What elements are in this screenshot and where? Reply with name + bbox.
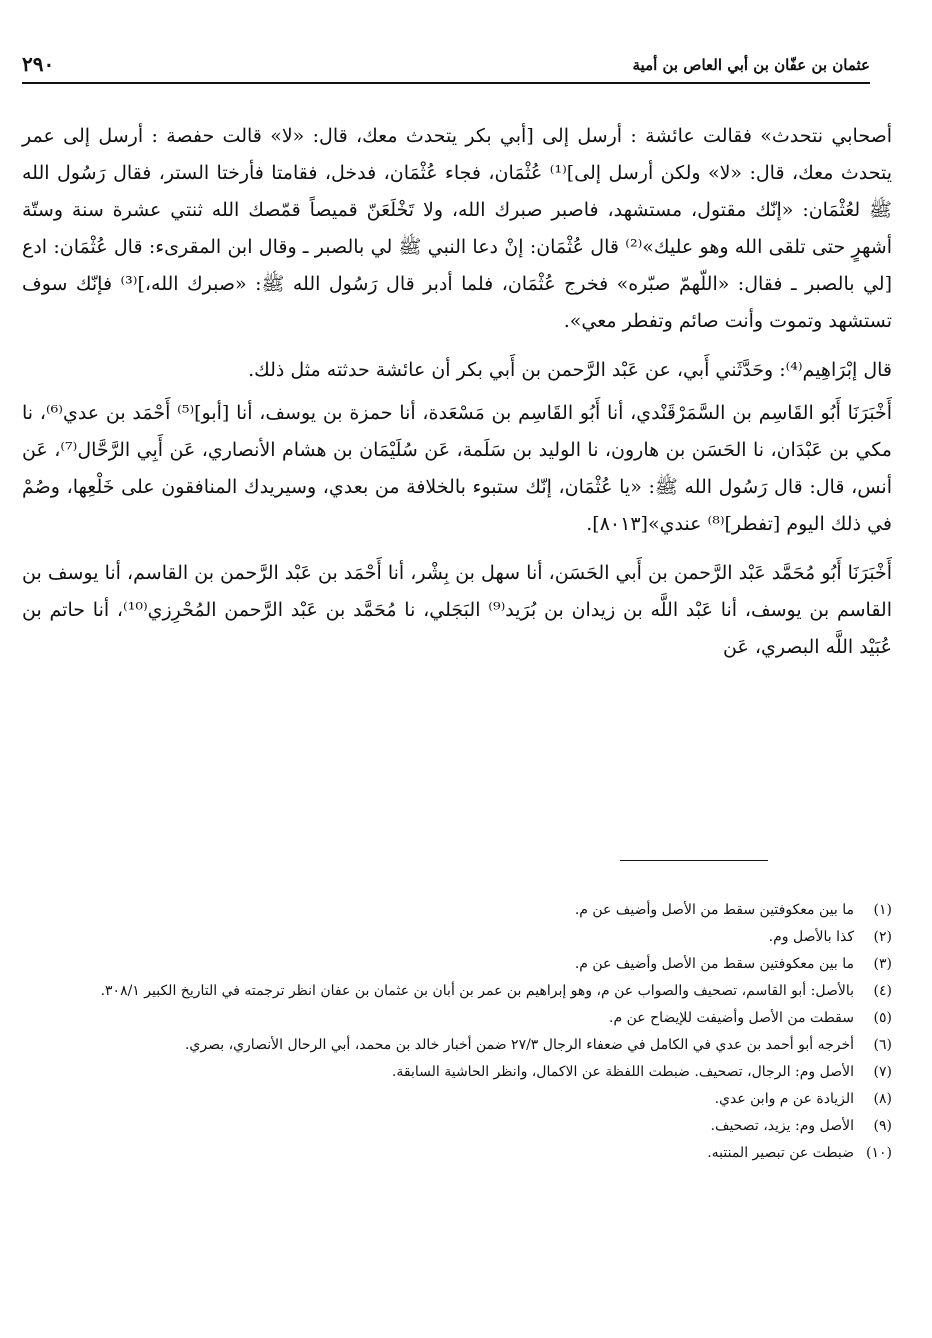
footnote-number: (٩)	[873, 1118, 892, 1134]
paragraph: قال إبْرَاهِيم⁽⁴⁾: وحَدَّثَني أَبي، عن عَبْد الرَّحمن بن أَبي بكر أن عائشة حدثته مثل ذلك.	[248, 359, 892, 381]
footnote-text: سقطت من الأصل وأضيفت للإيضاح عن م.	[609, 1010, 854, 1026]
footnote-text: كذا بالأصل وم.	[768, 929, 854, 945]
paragraph: أَخْبَرَنَا أَبُو القَاسِم بن السَّمَرْقَنْدي، أنا أَبُو القَاسِم بن مَسْعَدة، أنا حمزة بن يوسف، أنا [أبو]⁽⁵⁾ أَحْمَد بن عدي⁽⁶⁾، نا مكي بن عَبْدَان، نا الحَسَن بن هارون، نا الوليد بن سَلَمة، عَن سُلَيْمَان بن هشام الأنصاري، عَن أَبِي الرَّحَّال⁽⁷⁾، عَن أنس، قال: قال رَسُول الله ﷺ: «يا عُثْمَان، إنّك ستبوء بالخلافة من بعدي، وسيريدك المنافقون على خَلْعِها، وصُمْ في ذلك اليوم [تفطر]⁽⁸⁾ عندي»[٨٠١٣].	[22, 402, 892, 535]
footnote-text: ضبطت عن تبصير المنتبه.	[707, 1145, 854, 1161]
footnote-separator	[620, 860, 768, 861]
paragraph: أصحابي نتحدث» فقالت عائشة : أرسل إلى [أبي بكر يتحدث معك، قال: «لا» قالت حفصة : أرسل إلى عمر يتحدث معك، قال: «لا» ولكن أرسل إلى]⁽¹⁾ عُثْمَان، فجاء عُثْمَان، فدخل، فقامتا فأرختا الستر، فقال رَسُول الله ﷺ لعُثْمَان: «إنّك مقتول، مستشهد، فاصبر صبرك الله، ولا تَخْلَعَنّ قميصاً قمّصك الله ثنتي عشرة سنة وستّة أشهرٍ حتى تلقى الله وهو عليك»⁽²⁾ قال عُثْمَان: إنْ دعا النبي ﷺ لي بالصبر ـ وقال ابن المقرىء: قال عُثْمَان: ادع [لي بالصبر ـ فقال: «اللّهمّ صبّره» فخرج عُثْمَان، فلما أدبر قال رَسُول الله ﷺ: «صبرك الله،]⁽³⁾ فإنّك سوف تستشهد وتموت وأنت صائم وتفطر معي».	[22, 125, 892, 332]
paragraph: أَخْبَرَنَا أَبُو مُحَمَّد عَبْد الرَّحمن بن أَبي الحَسَن، أنا سهل بن بِشْر، أنا أَحْمَد بن عَبْد الرَّحمن بن القاسم، أنا يوسف بن القاسم بن يوسف، أنا عَبْد اللَّه بن زيدان بن بُرَيد⁽⁹⁾ البَجَلي، نا مُحَمَّد بن عَبْد الرَّحمن المُحْرِزي⁽¹⁰⁾، أنا حاتم بن عُبَيْد اللَّه البصري، عَن	[22, 562, 892, 658]
footnote-text: الأصل وم: الرجال، تصحيف. ضبطت اللفظة عن الاكمال، وانظر الحاشية السابقة.	[391, 1064, 854, 1080]
footnote-number: (٢)	[873, 929, 892, 945]
footnote-text: ما بين معكوفتين سقط من الأصل وأضيف عن م.	[574, 902, 854, 918]
running-title: عثمان بن عفّان بن أبي العاص بن أمية	[632, 56, 870, 74]
footnote-number: (٥)	[873, 1010, 892, 1026]
footnote-number: (٤)	[873, 983, 892, 999]
footnote-number: (١٠)	[866, 1145, 892, 1161]
footnote-text: بالأصل: أبو القاسم، تصحيف والصواب عن م، وهو إبراهيم بن عمر بن أبان بن عثمان بن عفان انظر ترجمته في التاريخ الكبير ٣٠٨/١.	[100, 983, 854, 999]
footnote-number: (٨)	[873, 1091, 892, 1107]
footnote	[22, 897, 892, 924]
footnote-number: (٧)	[873, 1064, 892, 1080]
page-number: ٢٩٠	[22, 52, 55, 76]
footnote	[22, 1140, 892, 1167]
footnote-text: الزيادة عن م وابن عدي.	[714, 1091, 854, 1107]
footnote	[22, 1086, 892, 1113]
footnote	[22, 1032, 892, 1059]
footnote-number: (٣)	[873, 956, 892, 972]
footnote	[22, 951, 892, 978]
footnote-number: (١)	[873, 902, 892, 918]
main-text	[22, 118, 892, 672]
footnote-text: الأصل وم: يزيد، تصحيف.	[710, 1118, 854, 1134]
footnote	[22, 1005, 892, 1032]
footnote	[22, 978, 892, 1005]
footnote-text: ما بين معكوفتين سقط من الأصل وأضيف عن م.	[574, 956, 854, 972]
footnotes	[22, 897, 892, 1167]
footnote-text: أخرجه أبو أحمد بن عدي في الكامل في ضعفاء الرجال ٢٧/٣ ضمن أخبار خالد بن محمد، أبي الرحال الأنصاري، بصري.	[184, 1037, 854, 1053]
footnote	[22, 1059, 892, 1086]
footnote	[22, 1113, 892, 1140]
page-header	[22, 52, 870, 84]
footnote-number: (٦)	[873, 1037, 892, 1053]
footnote	[22, 924, 892, 951]
